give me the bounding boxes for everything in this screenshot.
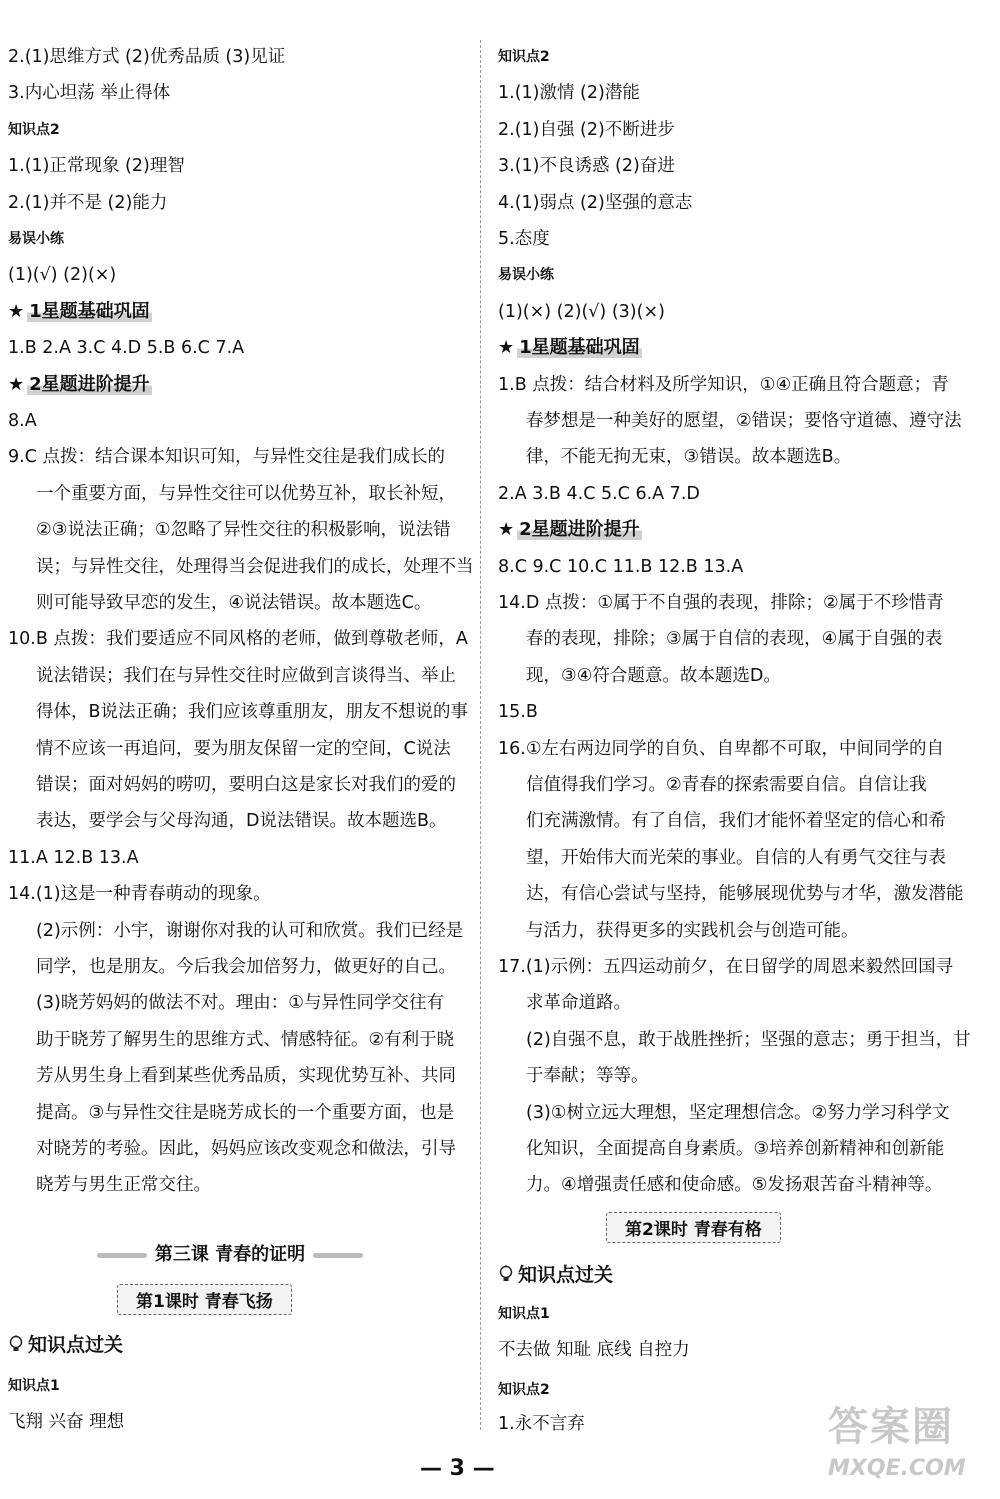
left-answer-line: 10.B 点拨：我们要适应不同风格的老师，做到尊敬老师，A bbox=[8, 629, 468, 650]
star-heading-text: 1星题基础巩固 bbox=[519, 337, 640, 359]
period-box-1: 第1课时 青春飞扬 bbox=[117, 1284, 292, 1315]
left-answer-line: (3)晓芳妈妈的做法不对。理由：①与异性同学交往有 bbox=[36, 993, 444, 1014]
knowledge-check-heading-right bbox=[498, 1260, 613, 1287]
right-answer-line: 望，开始伟大而光荣的事业。自信的人有勇气交往与表 bbox=[526, 847, 946, 868]
right-answer-line: 与活力，获得更多的实践机会与创造可能。 bbox=[526, 920, 859, 941]
right-answer-line: 力。④增强责任感和使命感。⑤发扬艰苦奋斗精神等。 bbox=[526, 1175, 943, 1196]
column-divider bbox=[480, 40, 481, 1430]
lightbulb-icon bbox=[498, 1265, 514, 1283]
page-number: — 3 — bbox=[420, 1456, 495, 1481]
right-answer-line: 14.D 点拨：①属于不自强的表现，排除；②属于不珍惜青 bbox=[498, 593, 944, 613]
right-answer-line: (1)(×) (2)(√) (3)(×) bbox=[498, 301, 665, 322]
left-answer-line: 情不应该一再追问，要为朋友保留一定的空间，C说法 bbox=[36, 738, 451, 759]
right-answer-line: 3.(1)不良诱惑 (2)奋进 bbox=[498, 156, 675, 177]
left-answer-line: 表达，要学会与父母沟通，D说法错误。故本题选B。 bbox=[36, 811, 447, 832]
left-answer-line: 提高。③与异性交往是晓芳成长的一个重要方面，也是 bbox=[36, 1102, 455, 1123]
left-answer-line: 同学，也是朋友。今后我会加倍努力，做更好的自己。 bbox=[36, 957, 456, 977]
right-answer-line: 15.B bbox=[498, 702, 538, 723]
right-star-heading bbox=[498, 518, 642, 542]
left-answer-line: 对晓芳的考验。因此，妈妈应该改变观念和做法，引导 bbox=[36, 1139, 456, 1159]
left-answer-line: 则可能导致早恋的发生，④说法错误。故本题选C。 bbox=[36, 593, 432, 613]
right-answer-line: 2.(1)自强 (2)不断进步 bbox=[498, 119, 675, 140]
left-answer-line: 2.(1)并不是 (2)能力 bbox=[8, 192, 168, 213]
right-answer-line: 1.(1)激情 (2)潜能 bbox=[498, 83, 640, 104]
left-star-heading bbox=[8, 300, 152, 324]
left-answer-line: 晓芳与男生正常交往。 bbox=[36, 1175, 211, 1196]
right-answer-line: 现，③④符合题意。故本题选D。 bbox=[526, 665, 781, 686]
left-answer-line: 1.B 2.A 3.C 4.D 5.B 6.C 7.A bbox=[8, 338, 245, 359]
right-answer-line: 于奉献；等等。 bbox=[526, 1066, 649, 1087]
right-answer-line: 达，有信心尝试与坚持，能够展现优势与才华，激发潜能 bbox=[526, 884, 964, 905]
right-answer-line: 8.C 9.C 10.C 11.B 12.B 13.A bbox=[498, 556, 744, 577]
star-icon: ★ bbox=[8, 300, 25, 322]
left-answer-line: 芳从男生身上看到某些优秀品质，实现优势互补、共同 bbox=[36, 1066, 456, 1087]
right-answer-line: 5.态度 bbox=[498, 229, 550, 249]
right-answer-line: 们充满激情。有了自信，我们才能怀着坚定的信心和希 bbox=[526, 811, 946, 832]
watermark-logo-text: 答案圈 bbox=[828, 1404, 954, 1450]
right-answer-line: (3)①树立远大理想，坚定理想信念。②努力学习科学文 bbox=[526, 1102, 950, 1123]
title-bar-right bbox=[313, 1253, 363, 1258]
left-answer-line: 一个重要方面，与异性交往可以优势互补，取长补短， bbox=[36, 483, 456, 504]
right-section-heading: 易误小练 bbox=[498, 267, 554, 284]
right-answer-line: 4.(1)弱点 (2)坚强的意志 bbox=[498, 192, 693, 213]
right-answer-line: 1.B 点拨：结合材料及所学知识，①④正确且符合题意；青 bbox=[498, 374, 949, 395]
kp2-heading-right: 知识点2 bbox=[498, 1382, 550, 1398]
star-heading-text: 2星题进阶提升 bbox=[519, 519, 640, 541]
right-answer-line: 化知识，全面提高自身素质。③培养创新精神和创新能 bbox=[526, 1139, 945, 1159]
left-answer-line: 3.内心坦荡 举止得体 bbox=[8, 83, 171, 104]
left-answer-line: ②③说法正确；①忽略了异性交往的积极影响，说法错 bbox=[36, 520, 451, 541]
right-answer-line: (2)自强不息，敢于战胜挫折；坚强的意志；勇于担当，甘 bbox=[526, 1029, 971, 1050]
left-answer-line: 11.A 12.B 13.A bbox=[8, 847, 139, 868]
knowledge-check-heading-left bbox=[8, 1330, 123, 1357]
kp2-answer-right: 1.永不言弃 bbox=[498, 1414, 585, 1434]
star-icon: ★ bbox=[8, 373, 25, 395]
lesson-title-text: 第三课 青春的证明 bbox=[154, 1244, 306, 1265]
knowledge-check-text: 知识点过关 bbox=[28, 1334, 124, 1356]
kp1-heading-left: 知识点1 bbox=[8, 1378, 60, 1394]
left-answer-line: (1)(√) (2)(×) bbox=[8, 265, 117, 286]
watermark bbox=[828, 1395, 993, 1495]
right-answer-line: 16.①左右两边同学的自负、自卑都不可取，中间同学的自 bbox=[498, 738, 945, 759]
kp1-answer-left: 飞翔 兴奋 理想 bbox=[8, 1412, 125, 1432]
right-answer-line: 信值得我们学习。②青春的探索需要自信。自信让我 bbox=[526, 775, 927, 795]
left-answer-line: 错误；面对妈妈的唠叨，要明白这是家长对我们的爱的 bbox=[36, 775, 456, 795]
right-answer-line: 律，不能无拘无束，③错误。故本题选B。 bbox=[526, 447, 852, 468]
left-answer-line: 14.(1)这是一种青春萌动的现象。 bbox=[8, 884, 271, 905]
left-answer-line: 得体，B说法正确；我们应该尊重朋友，朋友不想说的事 bbox=[36, 702, 469, 723]
left-answer-line: (2)示例：小宇，谢谢你对我的认可和欣赏。我们已经是 bbox=[36, 920, 464, 941]
star-icon: ★ bbox=[498, 519, 515, 541]
lesson-title bbox=[80, 1240, 380, 1266]
knowledge-check-text: 知识点过关 bbox=[518, 1264, 614, 1286]
right-section-heading: 知识点2 bbox=[498, 49, 550, 65]
left-section-heading: 知识点2 bbox=[8, 121, 60, 138]
left-answer-line: 助于晓芳了解男生的思维方式、情感特征。②有利于晓 bbox=[36, 1029, 455, 1050]
right-answer-line: 春梦想是一种美好的愿望，②错误；要恪守道德、遵守法 bbox=[526, 411, 962, 431]
star-icon: ★ bbox=[498, 337, 515, 359]
lightbulb-icon bbox=[8, 1335, 24, 1353]
left-answer-line: 9.C 点拨：结合课本知识可知，与异性交往是我们成长的 bbox=[8, 447, 445, 468]
left-answer-line: 1.(1)正常现象 (2)理智 bbox=[8, 156, 185, 177]
right-star-heading bbox=[498, 336, 642, 360]
kp1-heading-right: 知识点1 bbox=[498, 1306, 550, 1322]
kp1-answer-right: 不去做 知耻 底线 自控力 bbox=[498, 1340, 690, 1360]
star-heading-text: 1星题基础巩固 bbox=[29, 300, 150, 322]
left-answer-line: 误；与异性交往，处理得当会促进我们的成长，处理不当 bbox=[36, 556, 474, 577]
left-section-heading: 易误小练 bbox=[8, 231, 64, 247]
title-bar-left bbox=[97, 1253, 147, 1258]
right-answer-line: 求革命道路。 bbox=[526, 993, 631, 1014]
watermark-url: MXQE.COM bbox=[828, 1456, 966, 1481]
left-answer-line: 2.(1)思维方式 (2)优秀品质 (3)见证 bbox=[8, 47, 286, 67]
left-answer-line: 8.A bbox=[8, 411, 37, 431]
right-answer-line: 17.(1)示例：五四运动前夕，在日留学的周恩来毅然回国寻 bbox=[498, 957, 954, 977]
left-answer-line: 说法错误；我们在与异性交往时应做到言谈得当、举止 bbox=[36, 665, 456, 686]
star-heading-text: 2星题进阶提升 bbox=[29, 373, 150, 395]
period-box-2: 第2课时 青春有格 bbox=[606, 1212, 781, 1243]
left-star-heading bbox=[8, 373, 152, 397]
right-answer-line: 春的表现，排除；③属于自信的表现，④属于自强的表 bbox=[526, 629, 943, 650]
right-answer-line: 2.A 3.B 4.C 5.C 6.A 7.D bbox=[498, 483, 700, 504]
